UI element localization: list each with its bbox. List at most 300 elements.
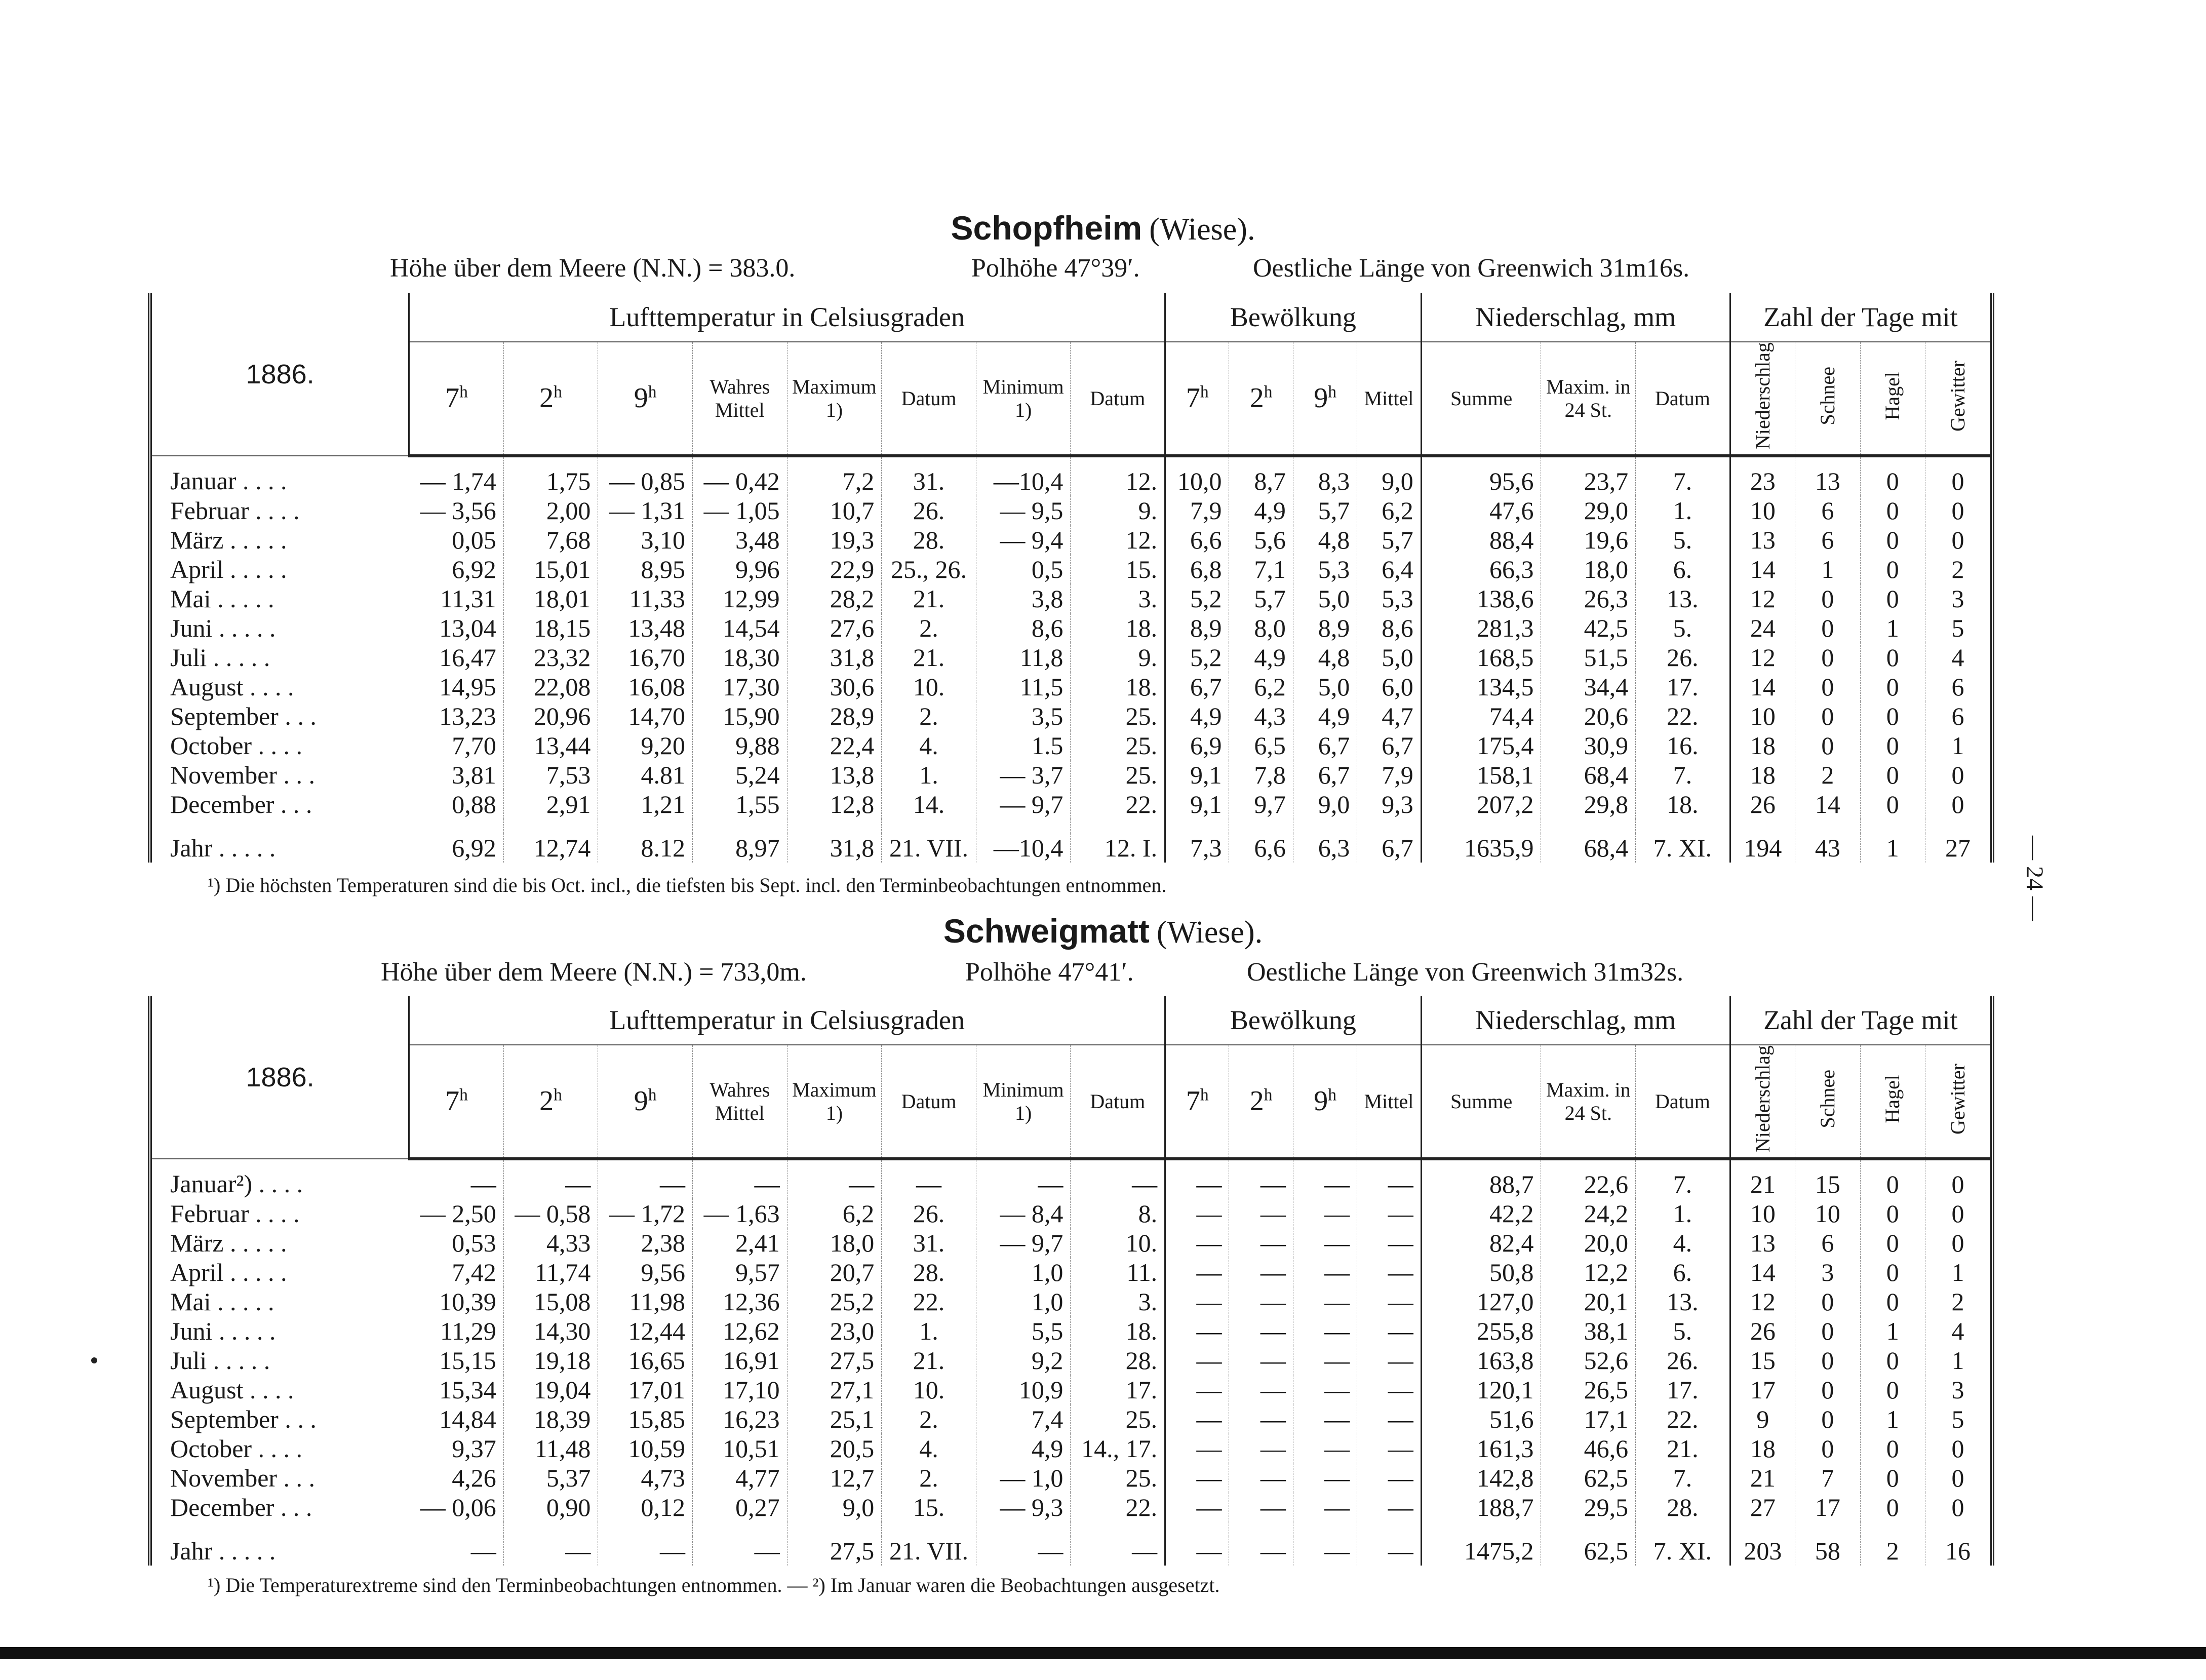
cell-max-datum: 31. [882, 456, 976, 496]
cell-maximum: 27,1 [787, 1375, 882, 1404]
row-label: Jahr . . . . . [170, 834, 276, 863]
cell-bew-9h: — [1293, 1346, 1357, 1375]
cell-temp-7h: 4,26 [409, 1463, 504, 1493]
col-9h: 9$^h$ [598, 1045, 693, 1159]
cell-temp-9h: 10,59 [598, 1434, 693, 1463]
cell-temp-7h: 6,92 [409, 555, 504, 584]
cell-bew-2h: — [1229, 1536, 1293, 1566]
cell-bew-7h: 9,1 [1165, 760, 1229, 790]
cell-tage-schnee: 0 [1795, 1346, 1860, 1375]
cell-maximum: 12,8 [787, 790, 882, 819]
cell-maxim-24: 42,5 [1541, 613, 1636, 643]
col-bew-9h: 9$^h$ [1293, 342, 1357, 456]
cell-wahres-mittel: 8,97 [692, 833, 787, 863]
cell-tage-gewitter: 6 [1951, 702, 1964, 731]
cell-bew-9h: — [1293, 1228, 1357, 1258]
col-2h: 2$^h$ [503, 1045, 598, 1159]
cell-max-datum: 10. [882, 1375, 976, 1404]
cell-tage-schnee: 10 [1795, 1199, 1860, 1228]
row-label: April . . . . . [170, 555, 287, 584]
cell-tage-niederschlag: 14 [1730, 1258, 1795, 1287]
cell-maxim-24: 29,5 [1541, 1493, 1636, 1522]
cell-maximum: 27,5 [787, 1536, 882, 1566]
cell-summe: 88,7 [1421, 1159, 1541, 1199]
cell-bew-7h: — [1165, 1199, 1229, 1228]
cell-nied-datum: 22. [1636, 1404, 1730, 1434]
cell-bew-mittel: 6,7 [1357, 731, 1421, 760]
cell-wahres-mittel: 12,99 [692, 584, 787, 613]
cell-wahres-mittel: 12,62 [692, 1316, 787, 1346]
cell-max-datum: 15. [882, 1493, 976, 1522]
cell-bew-2h: 4,3 [1229, 701, 1293, 731]
cell-maximum: 7,2 [787, 456, 882, 496]
cell-bew-mittel: 9,3 [1357, 790, 1421, 819]
latitude-text: Polhöhe 47°39′. [971, 254, 1140, 283]
cell-summe: 161,3 [1421, 1434, 1541, 1463]
cell-tage-gewitter: 5 [1951, 614, 1964, 643]
year-label: 1886. [152, 996, 409, 1159]
cell-tage-hagel: 0 [1860, 525, 1925, 555]
cell-tage-hagel: 0 [1860, 1159, 1925, 1199]
cell-maxim-24: 12,2 [1541, 1258, 1636, 1287]
cell-tage-schnee: 1 [1795, 555, 1860, 584]
cell-bew-2h: 6,5 [1229, 731, 1293, 760]
cell-max-datum: 25., 26. [882, 555, 976, 584]
cell-temp-2h: 14,30 [503, 1316, 598, 1346]
table-row [152, 643, 1990, 672]
cell-min-datum: 3. [1071, 1287, 1165, 1316]
cell-bew-2h: — [1229, 1258, 1293, 1287]
cell-tage-schnee: 0 [1795, 1316, 1860, 1346]
cell-bew-7h: — [1165, 1404, 1229, 1434]
cell-tage-schnee: 0 [1795, 1404, 1860, 1434]
cell-max-datum: 4. [882, 1434, 976, 1463]
cell-summe: 47,6 [1421, 496, 1541, 525]
row-label: August . . . . [170, 673, 294, 701]
row-label: September . . . [170, 702, 317, 731]
cell-temp-9h: — 1,31 [598, 496, 693, 525]
col-bew-mittel: Mittel [1357, 1045, 1421, 1159]
cell-nied-datum: 7. [1636, 1159, 1730, 1199]
header-lufttemperatur: Lufttemperatur in Celsiusgraden [409, 996, 1165, 1045]
row-label: December . . . [170, 1493, 312, 1522]
col-bew-mittel: Mittel [1357, 342, 1421, 456]
cell-min-datum: 12. [1071, 456, 1165, 496]
cell-tage-niederschlag: 24 [1730, 613, 1795, 643]
cell-bew-9h: 9,0 [1293, 790, 1357, 819]
cell-maximum: 27,6 [787, 613, 882, 643]
cell-bew-2h: — [1229, 1287, 1293, 1316]
cell-bew-2h: — [1229, 1434, 1293, 1463]
station-name: Schweigmatt [943, 912, 1150, 950]
cell-bew-7h: 7,3 [1165, 833, 1229, 863]
cell-nied-datum: 7. [1636, 456, 1730, 496]
cell-tage-gewitter: 2 [1951, 1287, 1964, 1316]
cell-wahres-mittel: 2,41 [692, 1228, 787, 1258]
col-bew-7h: 7$^h$ [1165, 342, 1229, 456]
cell-temp-9h: — [598, 1536, 693, 1566]
table-row [152, 555, 1990, 584]
cell-temp-7h: 0,53 [409, 1228, 504, 1258]
cell-bew-9h: — [1293, 1463, 1357, 1493]
cell-temp-7h: 15,34 [409, 1375, 504, 1404]
cell-tage-schnee: 0 [1795, 672, 1860, 701]
cell-max-datum: 26. [882, 1199, 976, 1228]
cell-temp-2h: 13,44 [503, 731, 598, 760]
cell-bew-7h: 5,2 [1165, 584, 1229, 613]
cell-maximum: 19,3 [787, 525, 882, 555]
cell-min-datum: 14., 17. [1071, 1434, 1165, 1463]
row-label: Juli . . . . . [170, 643, 270, 672]
cell-bew-9h: 4,8 [1293, 643, 1357, 672]
cell-bew-9h: — [1293, 1404, 1357, 1434]
cell-maximum: — [787, 1159, 882, 1199]
cell-bew-2h: 9,7 [1229, 790, 1293, 819]
table-row [152, 672, 1990, 701]
cell-bew-mittel: 5,0 [1357, 643, 1421, 672]
row-label: Februar . . . . [170, 496, 300, 525]
cell-maxim-24: 34,4 [1541, 672, 1636, 701]
cell-temp-9h: 4.81 [598, 760, 693, 790]
table-row [152, 584, 1990, 613]
cell-summe: 255,8 [1421, 1316, 1541, 1346]
cell-summe: 1475,2 [1421, 1536, 1541, 1566]
cell-bew-9h: 6,3 [1293, 833, 1357, 863]
cell-tage-gewitter: 0 [1951, 496, 1964, 525]
cell-bew-9h: — [1293, 1287, 1357, 1316]
col-tage-gewitter: Gewitter [1925, 1045, 1990, 1159]
climate-table [152, 293, 1990, 863]
cell-minimum: 11,8 [976, 643, 1071, 672]
cell-wahres-mittel: — 0,42 [692, 456, 787, 496]
col-bew-7h: 7$^h$ [1165, 1045, 1229, 1159]
cell-tage-schnee: 0 [1795, 1375, 1860, 1404]
cell-bew-7h: 7,9 [1165, 496, 1229, 525]
cell-bew-9h: 5,7 [1293, 496, 1357, 525]
cell-nied-datum: 6. [1636, 1258, 1730, 1287]
cell-temp-2h: 19,04 [503, 1375, 598, 1404]
cell-summe: 1635,9 [1421, 833, 1541, 863]
cell-tage-hagel: 0 [1860, 1228, 1925, 1258]
cell-wahres-mittel: 5,24 [692, 760, 787, 790]
col-bew-2h: 2$^h$ [1229, 1045, 1293, 1159]
cell-maximum: 28,2 [787, 584, 882, 613]
col-bew-2h: 2$^h$ [1229, 342, 1293, 456]
cell-tage-hagel: 0 [1860, 1434, 1925, 1463]
cell-temp-7h: 0,88 [409, 790, 504, 819]
cell-summe: 42,2 [1421, 1199, 1541, 1228]
cell-bew-2h: 6,2 [1229, 672, 1293, 701]
cell-bew-mittel: — [1357, 1375, 1421, 1404]
col-tage-niederschlag: Niederschlag [1730, 1045, 1795, 1159]
cell-temp-2h: 19,18 [503, 1346, 598, 1375]
cell-bew-2h: 7,8 [1229, 760, 1293, 790]
col-tage-schnee: Schnee [1795, 342, 1860, 456]
header-zahl-der-tage: Zahl der Tage mit [1730, 293, 1990, 342]
header-bewoelkung: Bewölkung [1165, 996, 1422, 1045]
row-label: April . . . . . [170, 1258, 287, 1287]
cell-temp-2h: — [503, 1536, 598, 1566]
cell-minimum: — 9,5 [976, 496, 1071, 525]
cell-tage-gewitter: 0 [1951, 467, 1964, 496]
cell-maximum: 20,5 [787, 1434, 882, 1463]
cell-maximum: 13,8 [787, 760, 882, 790]
cell-minimum: — 3,7 [976, 760, 1071, 790]
cell-tage-schnee: 0 [1795, 1287, 1860, 1316]
cell-tage-hagel: 0 [1860, 555, 1925, 584]
col-7h: 7$^h$ [409, 342, 504, 456]
cell-min-datum: — [1071, 1536, 1165, 1566]
cell-tage-gewitter: 0 [1951, 1493, 1964, 1522]
cell-tage-schnee: 58 [1795, 1536, 1860, 1566]
cell-bew-2h: 4,9 [1229, 643, 1293, 672]
cell-wahres-mittel: 17,30 [692, 672, 787, 701]
cell-bew-7h: — [1165, 1434, 1229, 1463]
col-maxim-24: Maxim. in 24 St. [1541, 342, 1636, 456]
cell-temp-7h: 11,31 [409, 584, 504, 613]
cell-bew-7h: 10,0 [1165, 456, 1229, 496]
total-row [152, 1536, 1990, 1566]
cell-tage-gewitter: 0 [1951, 1170, 1964, 1199]
cell-min-datum: 25. [1071, 760, 1165, 790]
cell-tage-schnee: 2 [1795, 760, 1860, 790]
cell-summe: 138,6 [1421, 584, 1541, 613]
cell-tage-gewitter: 1 [1951, 1258, 1964, 1287]
cell-temp-7h: 14,84 [409, 1404, 504, 1434]
cell-nied-datum: 1. [1636, 496, 1730, 525]
cell-tage-schnee: 0 [1795, 1434, 1860, 1463]
cell-bew-2h: 7,1 [1229, 555, 1293, 584]
cell-bew-2h: — [1229, 1228, 1293, 1258]
cell-tage-niederschlag: 10 [1730, 496, 1795, 525]
cell-bew-mittel: — [1357, 1493, 1421, 1522]
cell-bew-mittel: — [1357, 1258, 1421, 1287]
cell-tage-niederschlag: 12 [1730, 1287, 1795, 1316]
table-row [152, 1404, 1990, 1434]
cell-bew-mittel: — [1357, 1199, 1421, 1228]
cell-temp-7h: — 2,50 [409, 1199, 504, 1228]
cell-summe: 82,4 [1421, 1228, 1541, 1258]
cell-temp-7h: — 0,06 [409, 1493, 504, 1522]
cell-maxim-24: 30,9 [1541, 731, 1636, 760]
cell-bew-mittel: — [1357, 1434, 1421, 1463]
cell-tage-niederschlag: 27 [1730, 1493, 1795, 1522]
cell-min-datum: 25. [1071, 731, 1165, 760]
cell-nied-datum: 7. XI. [1636, 833, 1730, 863]
cell-tage-niederschlag: 23 [1730, 456, 1795, 496]
cell-maximum: 9,0 [787, 1493, 882, 1522]
cell-temp-9h: 11,33 [598, 584, 693, 613]
cell-max-datum: 14. [882, 790, 976, 819]
cell-maximum: 30,6 [787, 672, 882, 701]
cell-nied-datum: 7. [1636, 760, 1730, 790]
cell-bew-2h: — [1229, 1316, 1293, 1346]
header-niederschlag: Niederschlag, mm [1421, 996, 1730, 1045]
table-row [152, 1375, 1990, 1404]
header-lufttemperatur: Lufttemperatur in Celsiusgraden [409, 293, 1165, 342]
cell-nied-datum: 7. [1636, 1463, 1730, 1493]
longitude-text: Oestliche Länge von Greenwich 31m16s. [1253, 254, 1690, 283]
cell-bew-7h: — [1165, 1463, 1229, 1493]
row-spacer [152, 819, 1990, 833]
cell-max-datum: 22. [882, 1287, 976, 1316]
cell-wahres-mittel: 12,36 [692, 1287, 787, 1316]
cell-maximum: 12,7 [787, 1463, 882, 1493]
cell-wahres-mittel: 3,48 [692, 525, 787, 555]
cell-tage-niederschlag: 12 [1730, 643, 1795, 672]
cell-tage-niederschlag: 21 [1730, 1159, 1795, 1199]
station-title [0, 912, 2206, 951]
cell-maxim-24: 29,8 [1541, 790, 1636, 819]
cell-max-datum: 26. [882, 496, 976, 525]
cell-bew-mittel: 5,7 [1357, 525, 1421, 555]
cell-summe: 66,3 [1421, 555, 1541, 584]
cell-maximum: 23,0 [787, 1316, 882, 1346]
header-niederschlag: Niederschlag, mm [1421, 293, 1730, 342]
cell-bew-2h: 4,9 [1229, 496, 1293, 525]
cell-tage-schnee: 0 [1795, 613, 1860, 643]
cell-wahres-mittel: 1,55 [692, 790, 787, 819]
cell-temp-9h: 12,44 [598, 1316, 693, 1346]
page-number: — 24 — [2021, 836, 2048, 921]
cell-bew-mittel: — [1357, 1287, 1421, 1316]
cell-bew-mittel: 6,0 [1357, 672, 1421, 701]
cell-maxim-24: 19,6 [1541, 525, 1636, 555]
cell-tage-schnee: 13 [1795, 456, 1860, 496]
cell-bew-9h: — [1293, 1375, 1357, 1404]
cell-temp-2h: 11,48 [503, 1434, 598, 1463]
cell-temp-9h: 9,56 [598, 1258, 693, 1287]
cell-maxim-24: 18,0 [1541, 555, 1636, 584]
cell-bew-2h: 8,7 [1229, 456, 1293, 496]
cell-tage-niederschlag: 13 [1730, 1228, 1795, 1258]
cell-maxim-24: 26,3 [1541, 584, 1636, 613]
col-maxim-24: Maxim. in 24 St. [1541, 1045, 1636, 1159]
cell-min-datum: 12. [1071, 525, 1165, 555]
cell-summe: 281,3 [1421, 613, 1541, 643]
cell-minimum: — 9,7 [976, 1228, 1071, 1258]
cell-bew-7h: — [1165, 1493, 1229, 1522]
cell-summe: 163,8 [1421, 1346, 1541, 1375]
cell-bew-mittel: 6,2 [1357, 496, 1421, 525]
cell-tage-schnee: 0 [1795, 643, 1860, 672]
cell-minimum: 0,5 [976, 555, 1071, 584]
cell-maxim-24: 68,4 [1541, 833, 1636, 863]
cell-tage-hagel: 0 [1860, 1375, 1925, 1404]
cell-min-datum: 3. [1071, 584, 1165, 613]
cell-tage-hagel: 0 [1860, 1463, 1925, 1493]
cell-tage-niederschlag: 26 [1730, 1316, 1795, 1346]
cell-max-datum: — [882, 1159, 976, 1199]
col-nied-datum: Datum [1636, 342, 1730, 456]
cell-bew-7h: 6,8 [1165, 555, 1229, 584]
cell-tage-schnee: 6 [1795, 525, 1860, 555]
cell-bew-9h: 4,9 [1293, 701, 1357, 731]
cell-maxim-24: 22,6 [1541, 1159, 1636, 1199]
cell-nied-datum: 5. [1636, 1316, 1730, 1346]
cell-temp-9h: 13,48 [598, 613, 693, 643]
cell-temp-7h: 3,81 [409, 760, 504, 790]
cell-summe: 134,5 [1421, 672, 1541, 701]
station-qualifier: (Wiese). [1149, 212, 1255, 247]
cell-bew-mittel: 9,0 [1357, 456, 1421, 496]
cell-bew-2h: 6,6 [1229, 833, 1293, 863]
cell-temp-7h: 15,15 [409, 1346, 504, 1375]
cell-tage-hagel: 0 [1860, 760, 1925, 790]
row-label: November . . . [170, 1464, 316, 1493]
cell-wahres-mittel: — 1,63 [692, 1199, 787, 1228]
cell-tage-schnee: 0 [1795, 584, 1860, 613]
cell-maximum: 18,0 [787, 1228, 882, 1258]
cell-temp-7h: 6,92 [409, 833, 504, 863]
cell-summe: 142,8 [1421, 1463, 1541, 1493]
cell-tage-niederschlag: 9 [1730, 1404, 1795, 1434]
cell-bew-7h: — [1165, 1536, 1229, 1566]
cell-maxim-24: 24,2 [1541, 1199, 1636, 1228]
cell-max-datum: 28. [882, 525, 976, 555]
cell-maxim-24: 68,4 [1541, 760, 1636, 790]
cell-minimum: — 9,3 [976, 1493, 1071, 1522]
cell-summe: 168,5 [1421, 643, 1541, 672]
cell-temp-2h: 18,39 [503, 1404, 598, 1434]
cell-nied-datum: 26. [1636, 643, 1730, 672]
cell-temp-9h: 16,65 [598, 1346, 693, 1375]
cell-temp-9h: 2,38 [598, 1228, 693, 1258]
cell-temp-2h: 22,08 [503, 672, 598, 701]
cell-tage-hagel: 0 [1860, 672, 1925, 701]
cell-tage-gewitter: 1 [1951, 1346, 1964, 1375]
cell-max-datum: 21. [882, 643, 976, 672]
col-bew-9h: 9$^h$ [1293, 1045, 1357, 1159]
col-maximum: Maximum 1) [787, 342, 882, 456]
cell-bew-7h: 6,9 [1165, 731, 1229, 760]
cell-temp-2h: 15,08 [503, 1287, 598, 1316]
cell-tage-hagel: 0 [1860, 1199, 1925, 1228]
cell-tage-niederschlag: 10 [1730, 1199, 1795, 1228]
col-wahres-mittel: Wahres Mittel [692, 342, 787, 456]
cell-bew-9h: 5,3 [1293, 555, 1357, 584]
cell-tage-schnee: 3 [1795, 1258, 1860, 1287]
cell-tage-schnee: 17 [1795, 1493, 1860, 1522]
cell-maxim-24: 62,5 [1541, 1536, 1636, 1566]
cell-minimum: — 9,4 [976, 525, 1071, 555]
cell-bew-mittel: — [1357, 1463, 1421, 1493]
cell-maxim-24: 38,1 [1541, 1316, 1636, 1346]
cell-bew-7h: 5,2 [1165, 643, 1229, 672]
cell-bew-7h: 4,9 [1165, 701, 1229, 731]
cell-maximum: 27,5 [787, 1346, 882, 1375]
cell-temp-9h: 0,12 [598, 1493, 693, 1522]
cell-max-datum: 21. VII. [882, 833, 976, 863]
col-wahres-mittel: Wahres Mittel [692, 1045, 787, 1159]
cell-temp-9h: 9,20 [598, 731, 693, 760]
cell-bew-mittel: — [1357, 1346, 1421, 1375]
station-title [0, 209, 2206, 248]
cell-min-datum: 22. [1071, 1493, 1165, 1522]
cell-minimum: 5,5 [976, 1316, 1071, 1346]
col-maximum: Maximum 1) [787, 1045, 882, 1159]
cell-bew-2h: — [1229, 1346, 1293, 1375]
cell-summe: 207,2 [1421, 790, 1541, 819]
cell-bew-7h: — [1165, 1316, 1229, 1346]
cell-min-datum: 9. [1071, 643, 1165, 672]
col-minimum: Minimum 1) [976, 1045, 1071, 1159]
cell-summe: 127,0 [1421, 1287, 1541, 1316]
cell-temp-7h: 13,23 [409, 701, 504, 731]
cell-bew-mittel: — [1357, 1316, 1421, 1346]
cell-max-datum: 21. [882, 584, 976, 613]
cell-temp-2h: 0,90 [503, 1493, 598, 1522]
